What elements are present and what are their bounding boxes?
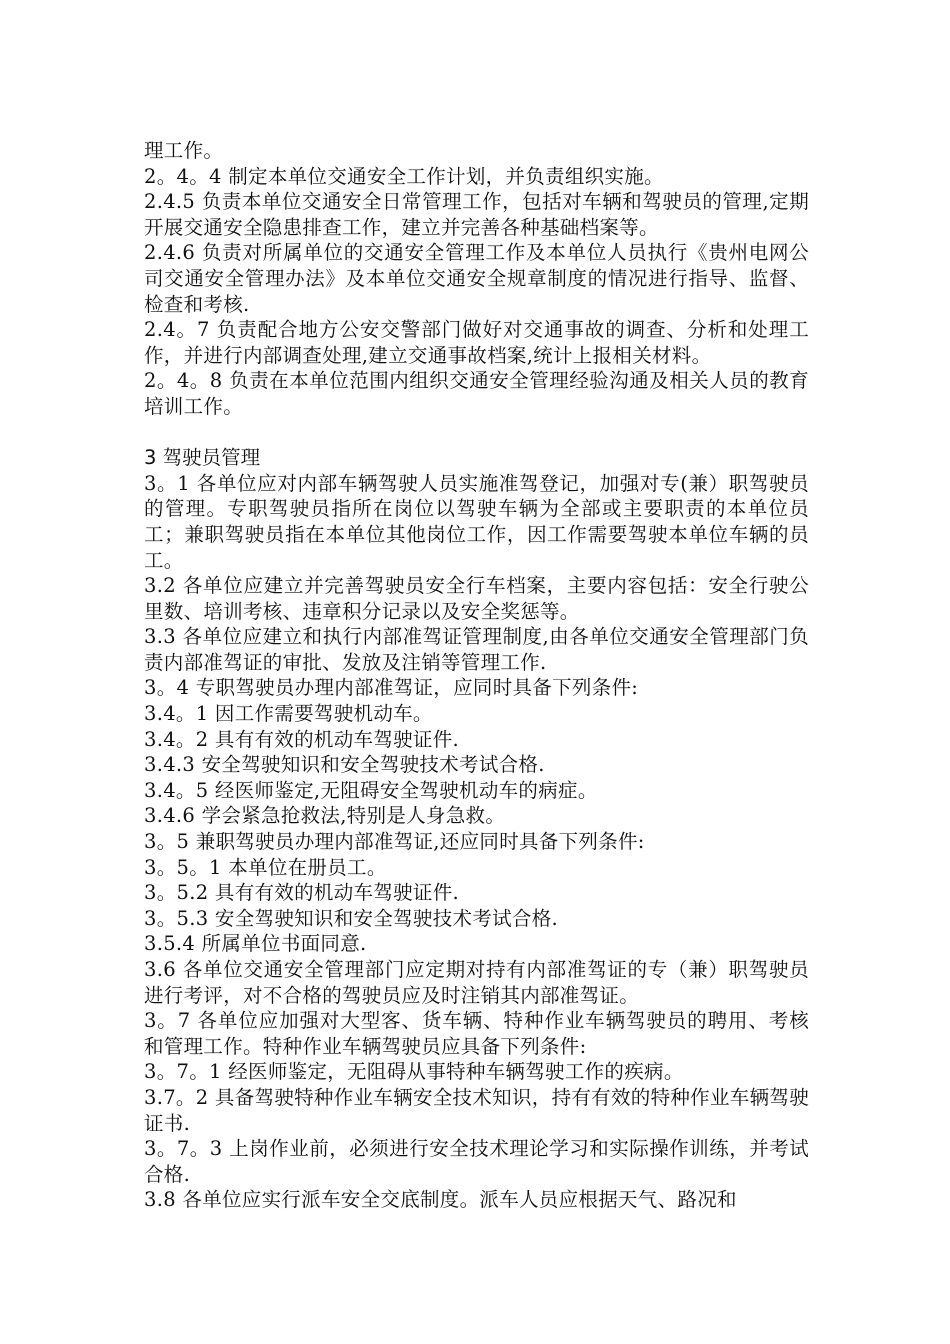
- paragraph: 3。5 兼职驾驶员办理内部准驾证,还应同时具备下列条件:: [144, 830, 645, 854]
- paragraph: 2.4.6 负责对所属单位的交通安全管理工作及本单位人员执行《贵州电网公司交通安全管理办法》及本单位交通安全规章制度的情况进行指导、监督、检查和考核.: [144, 241, 809, 316]
- paragraph: 3。7。3 上岗作业前，必须进行安全技术理论学习和实际操作训练，并考试合格.: [144, 1137, 809, 1186]
- paragraph: 3。1 各单位应对内部车辆驾驶人员实施准驾登记，加强对专(兼）职驾驶员的管理。专职驾驶员指所在岗位以驾驶车辆为全部或主要职责的本单位员工；兼职驾驶员指在本单位其他岗位工作，因工作需要驾驶本单位车辆的员工。: [144, 471, 809, 572]
- paragraph: 3。5.2 具有有效的机动车驾驶证件.: [144, 881, 460, 905]
- paragraph: 3.4.3 安全驾驶知识和安全驾驶技术考试合格.: [144, 753, 545, 777]
- section-heading: 3 驾驶员管理: [144, 446, 261, 470]
- paragraph: 理工作。: [144, 139, 224, 162]
- paragraph: 3.4。2 具有有效的机动车驾驶证件.: [144, 727, 460, 751]
- paragraph: 3.2 各单位应建立并完善驾驶员安全行车档案，主要内容包括：安全行驶公里数、培训考核、违章积分记录以及安全奖惩等。: [144, 574, 809, 623]
- blank-line: [144, 420, 809, 446]
- paragraph: 2。4。4 制定本单位交通安全工作计划，并负责组织实施。: [144, 164, 664, 188]
- paragraph: 3.4。1 因工作需要驾驶机动车。: [144, 702, 433, 726]
- paragraph: 3。5。1 本单位在册员工。: [144, 855, 387, 879]
- paragraph: 3.3 各单位应建立和执行内部准驾证管理制度,由各单位交通安全管理部门负责内部准驾证的审批、发放及注销等管理工作.: [144, 625, 809, 674]
- paragraph: 3.4.6 学会紧急抢救法,特别是人身急救。: [144, 804, 506, 828]
- paragraph: 3.8 各单位应实行派车安全交底制度。派车人员应根据天气、路况和: [144, 1188, 737, 1212]
- paragraph: 3.4。5 经医师鉴定,无阻碍安全驾驶机动车的病症。: [144, 778, 598, 802]
- paragraph: 2.4。7 负责配合地方公安交警部门做好对交通事故的调查、分析和处理工作，并进行内部调查处理,建立交通事故档案,统计上报相关材料。: [144, 318, 809, 367]
- paragraph: 2。4。8 负责在本单位范围内组织交通安全管理经验沟通及相关人员的教育培训工作。: [144, 369, 809, 418]
- paragraph: 3。7。1 经医师鉴定，无阻碍从事特种车辆驾驶工作的疾病。: [144, 1060, 684, 1084]
- paragraph: 3。7 各单位应加强对大型客、货车辆、特种作业车辆驾驶员的聘用、考核和管理工作。特种作业车辆驾驶员应具备下列条件:: [144, 1009, 809, 1058]
- paragraph: 2.4.5 负责本单位交通安全日常管理工作，包括对车辆和驾驶员的管理,定期开展交通安全隐患排查工作，建立并完善各种基础档案等。: [144, 190, 809, 239]
- document-page: [144, 138, 809, 1213]
- paragraph: 3.7。2 具备驾驶特种作业车辆安全技术知识，持有有效的特种作业车辆驾驶证书.: [144, 1085, 809, 1135]
- paragraph: 3.6 各单位交通安全管理部门应定期对持有内部准驾证的专（兼）职驾驶员进行考评，对不合格的驾驶员应及时注销其内部准驾证。: [144, 958, 809, 1007]
- paragraph: 3。4 专职驾驶员办理内部准驾证，应同时具备下列条件:: [144, 676, 639, 700]
- paragraph: 3.5.4 所属单位书面同意.: [144, 932, 367, 956]
- paragraph: 3。5.3 安全驾驶知识和安全驾驶技术考试合格.: [144, 906, 559, 930]
